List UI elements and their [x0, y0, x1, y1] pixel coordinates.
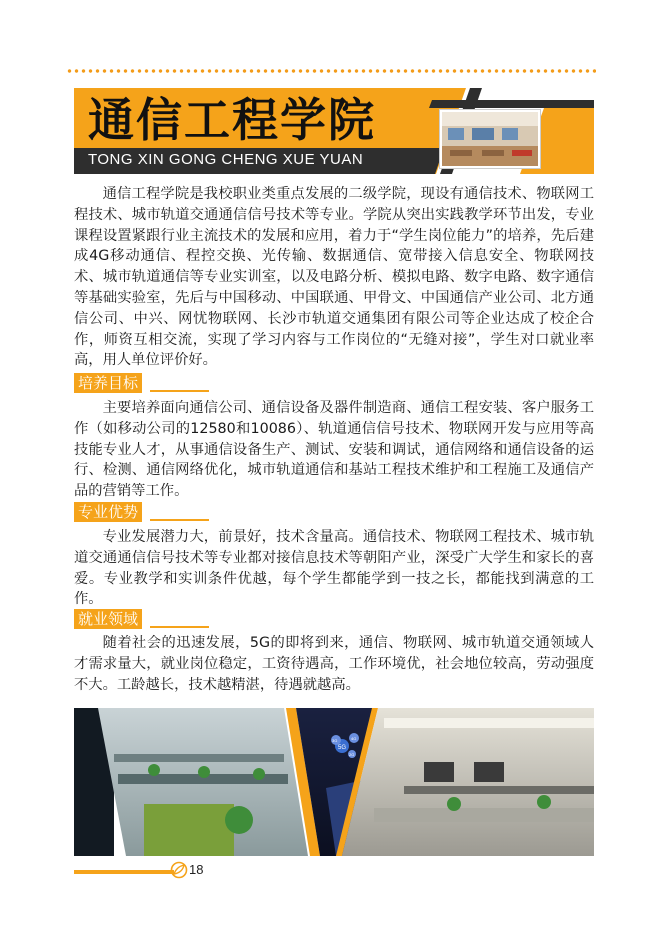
tag-5g: 5G: [338, 745, 347, 751]
section-heading-label: 培养目标: [74, 373, 142, 393]
dotted-divider: [66, 69, 596, 73]
heading-underline: [150, 390, 209, 392]
leaf-icon: [170, 861, 188, 879]
tag-3g: 3G: [332, 738, 338, 743]
tag-4g: 4G: [351, 736, 357, 741]
section-heading-employment: [74, 609, 209, 629]
tag-2g: 2G: [349, 752, 355, 757]
goals-paragraph: 主要培养面向通信公司、通信设备及器件制造商、通信工程安装、客户服务工作（如移动公司的12580和10086）、轨道通信信号技术、物联网开发与应用等高技能专业人才，从事通信设备生产、测试、安装和调试，通信网络和通信设备的运行、检测、通信网络优化，城市轨道通信和基站工程技术维护和工程施工及通信产品的营销等工作。: [74, 400, 594, 500]
section-heading-label: 专业优势: [74, 502, 142, 522]
heading-underline: [150, 519, 209, 521]
page-subtitle: TONG XIN GONG CHENG XUE YUAN: [88, 151, 364, 168]
footer-bar: [74, 870, 174, 874]
section-heading-goals: [74, 373, 209, 393]
intro-paragraph: 通信工程学院是我校职业类重点发展的二级学院，现设有通信技术、物联网工程技术、城市轨道交通通信信号技术等专业。学院从突出实践教学环节出发，专业课程设置紧跟行业主流技术的发展和应用，着力于“学生岗位能力”的培养，先后建成4G移动通信、程控交换、光传输、数据通信、宽带接入信息安全、物联网技术、城市轨道通信等专业实训室，以及电路分析、模拟电路、数字电路、数字通信等基础实验室，先后与中国移动、中国联通、甲骨文、中国通信产业公司、北方通信公司、中兴、网忧物联网、长沙市轨道交通集团有限公司等企业达成了校企合作，师资互相交流，实现了学习内容与工作岗位的“无缝对接”，学生对口就业率高，用人单位评价好。: [74, 186, 594, 369]
section-heading-advantages: [74, 502, 209, 522]
advantages-paragraph: 专业发展潜力大，前景好，技术含量高。通信技术、物联网工程技术、城市轨道交通通信信号技术等专业都对接信息技术等朝阳产业，深受广大学生和家长的喜爱。专业教学和实训条件优越，每个学生都能学到一技之长，都能找到满意的工作。: [74, 529, 594, 608]
section-heading-label: 就业领域: [74, 609, 142, 629]
heading-underline: [150, 626, 209, 628]
photo-collage: [74, 708, 594, 856]
page-title: 通信工程学院: [88, 93, 376, 147]
employment-paragraph: 随着社会的迅速发展，5G的即将到来，通信、物联网、城市轨道交通领域人才需求量大，就业岗位稳定，工资待遇高，工作环境优，社会地位较高，劳动强度不大。工龄越长，技术越精湛，待遇就越高。: [74, 635, 594, 693]
page-number: 18: [189, 862, 204, 877]
lab-photo: [440, 110, 540, 168]
